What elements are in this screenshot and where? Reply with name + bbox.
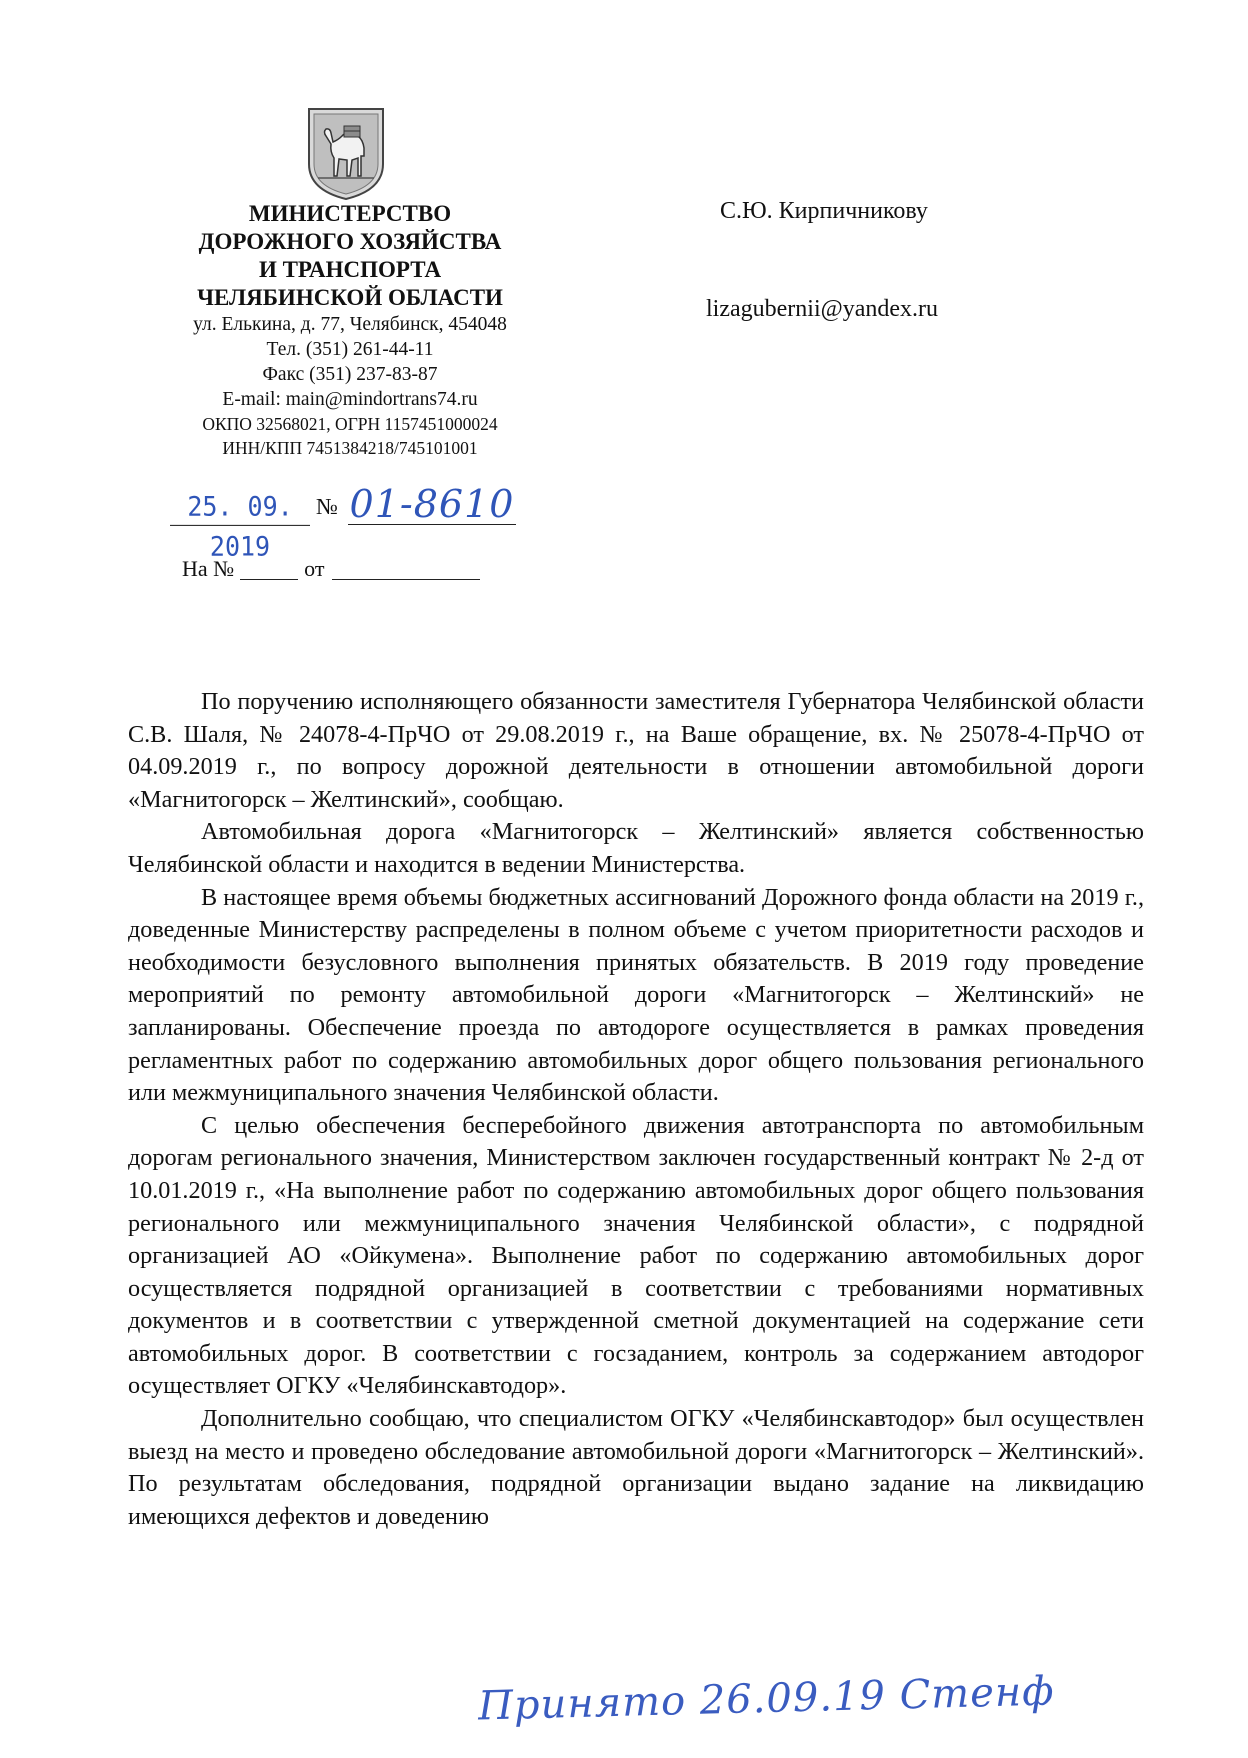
org-name-line: ДОРОЖНОГО ХОЗЯЙСТВА: [198, 229, 502, 254]
recipient-name: С.Ю. Кирпичникову: [720, 198, 928, 224]
body-paragraph: С целью обеспечения бесперебойного движения автотранспорта по автомобильным дорогам регионального значения, Министерством заключен государственный контракт № 2-д от 10.01.2019 г., «На выполнение работ по содержанию автомобильных дорог общего пользования регионального или межмуниципального значения Челябинской области», с подрядной организацией АО «Ойкумена». Выполнение работ по содержанию автомобильных дорог осуществляется подрядной организацией в соответствии с требованиями нормативных документов и в соответствии с утвержденной сметной документацией на содержание сети автомобильных дорог. В соответствии с госзаданием, контроль за содержанием автодорог осуществляет ОГКУ «Челябинскавтодор».: [128, 1111, 1144, 1400]
org-fax: Факс (351) 237-83-87: [262, 364, 438, 385]
body-paragraph: По поручению исполняющего обязанности заместителя Губернатора Челябинской области С.В. Шаля, № 24078-4-ПрЧО от 29.08.2019 г., на Ваше обращение, вх. № 25078-4-ПрЧО от 04.09.2019 г., по вопросу дорожной деятельности в отношении автомобильной дороги «Магнитогорск – Желтинский», сообщаю.: [128, 688, 1144, 813]
reference-line: [182, 556, 480, 582]
handwritten-acceptance-note: Принято 26.09.19 Стенф: [477, 1668, 1056, 1730]
org-address: ул. Елькина, д. 77, Челябинск, 454048: [193, 314, 507, 335]
body-paragraph: Автомобильная дорога «Магнитогорск – Желтинский» является собственностью Челябинской области и находится в ведении Министерства.: [128, 818, 1144, 878]
org-name-line: И ТРАНСПОРТА: [258, 257, 442, 282]
org-name-line: МИНИСТЕРСТВО: [248, 201, 452, 226]
registration-date-stamp: 25. 09. 2019: [170, 487, 310, 526]
reference-date-blank: [332, 557, 480, 580]
body-paragraph: В настоящее время объемы бюджетных ассигнований Дорожного фонда области на 2019 г., доведенные Министерству распределены в полном объеме с учетом приоритетности расходов и необходимости безусловного выполнения принятых обязательств. В 2019 году проведение мероприятий по ремонту автомобильной дороги «Магнитогорск – Желтинский» не запланированы. Обеспечение проезда по автодороге осуществляется в рамках проведения регламентных работ по содержанию автомобильных дорог общего пользования регионального или межмуниципального значения Челябинской области.: [128, 883, 1144, 1107]
number-label: №: [316, 494, 338, 519]
reference-number-blank: [240, 557, 298, 580]
recipient-email: lizagubernii@yandex.ru: [706, 296, 939, 322]
coat-of-arms-icon: [306, 106, 386, 202]
reference-from-label: от: [304, 556, 325, 581]
reference-prefix: На №: [182, 556, 235, 581]
org-phone: Тел. (351) 261-44-11: [266, 339, 434, 360]
org-inn: ИНН/КПП 7451384218/745101001: [222, 438, 478, 458]
org-okpo: ОКПО 32568021, ОГРН 1157451000024: [202, 414, 498, 434]
org-name-line: ЧЕЛЯБИНСКОЙ ОБЛАСТИ: [197, 285, 503, 310]
registration-number: 01-8610: [348, 476, 516, 525]
ministry-header: [130, 200, 570, 460]
letter-body: [128, 686, 1144, 1533]
org-email: E-mail: main@mindortrans74.ru: [222, 389, 478, 410]
registration-line: [170, 482, 530, 562]
body-paragraph: Дополнительно сообщаю, что специалистом ОГКУ «Челябинскавтодор» был осуществлен выезд на место и проведено обследование автомобильной дороги «Магнитогорск – Желтинский». По результатам обследования, подрядной организации выдано задание на ликвидацию имеющихся дефектов и доведению: [128, 1405, 1144, 1530]
